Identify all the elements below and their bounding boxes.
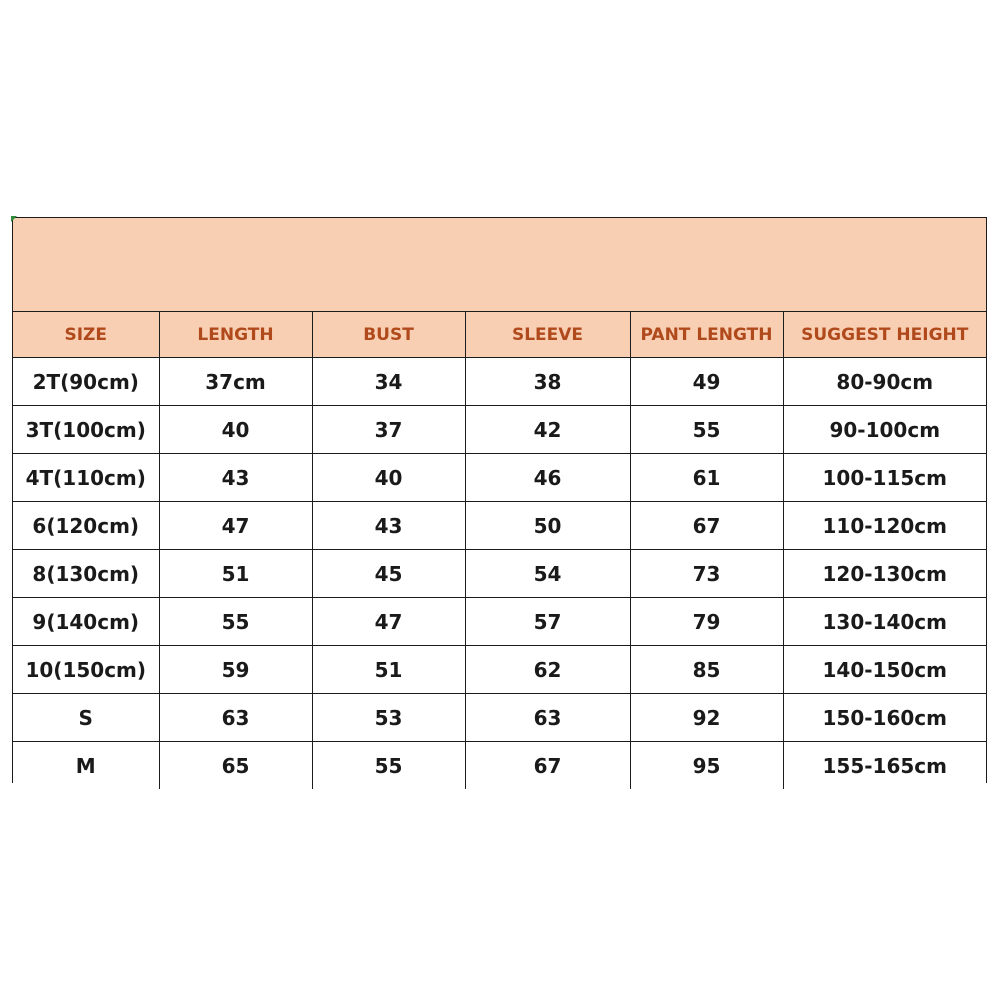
- table-row: [13, 502, 986, 550]
- bust-cell: 55: [312, 742, 465, 790]
- table-row: [13, 454, 986, 502]
- bust-cell: 34: [312, 358, 465, 406]
- bust-cell: 53: [312, 694, 465, 742]
- column-header-size: SIZE: [13, 312, 159, 358]
- size-chart: [12, 217, 987, 783]
- size-table: [13, 312, 986, 789]
- length-cell: 55: [159, 598, 312, 646]
- size-cell: 2T(90cm): [13, 358, 159, 406]
- column-header-length: LENGTH: [159, 312, 312, 358]
- pant-length-cell: 85: [630, 646, 783, 694]
- length-cell: 40: [159, 406, 312, 454]
- size-cell: 10(150cm): [13, 646, 159, 694]
- pant-length-cell: 61: [630, 454, 783, 502]
- pant-length-cell: 95: [630, 742, 783, 790]
- size-cell: M: [13, 742, 159, 790]
- suggest-height-cell: 110-120cm: [783, 502, 986, 550]
- size-cell: 3T(100cm): [13, 406, 159, 454]
- length-cell: 43: [159, 454, 312, 502]
- column-header-sleeve: SLEEVE: [465, 312, 630, 358]
- suggest-height-cell: 140-150cm: [783, 646, 986, 694]
- sleeve-cell: 54: [465, 550, 630, 598]
- suggest-height-cell: 130-140cm: [783, 598, 986, 646]
- length-cell: 59: [159, 646, 312, 694]
- suggest-height-cell: 150-160cm: [783, 694, 986, 742]
- sleeve-cell: 67: [465, 742, 630, 790]
- sleeve-cell: 50: [465, 502, 630, 550]
- sleeve-cell: 62: [465, 646, 630, 694]
- sleeve-cell: 46: [465, 454, 630, 502]
- table-row: [13, 742, 986, 790]
- table-row: [13, 550, 986, 598]
- suggest-height-cell: 120-130cm: [783, 550, 986, 598]
- table-row: [13, 646, 986, 694]
- length-cell: 47: [159, 502, 312, 550]
- table-row: [13, 694, 986, 742]
- header-banner: [13, 218, 986, 312]
- sleeve-cell: 63: [465, 694, 630, 742]
- table-row: [13, 406, 986, 454]
- pant-length-cell: 55: [630, 406, 783, 454]
- column-header-bust: BUST: [312, 312, 465, 358]
- pant-length-cell: 49: [630, 358, 783, 406]
- suggest-height-cell: 155-165cm: [783, 742, 986, 790]
- table-row: [13, 358, 986, 406]
- size-cell: 6(120cm): [13, 502, 159, 550]
- pant-length-cell: 73: [630, 550, 783, 598]
- length-cell: 37cm: [159, 358, 312, 406]
- corner-mark: [11, 216, 17, 222]
- size-cell: 8(130cm): [13, 550, 159, 598]
- bust-cell: 43: [312, 502, 465, 550]
- column-header-pant-length: PANT LENGTH: [630, 312, 783, 358]
- sleeve-cell: 42: [465, 406, 630, 454]
- bust-cell: 45: [312, 550, 465, 598]
- bust-cell: 40: [312, 454, 465, 502]
- sleeve-cell: 57: [465, 598, 630, 646]
- bust-cell: 47: [312, 598, 465, 646]
- size-cell: S: [13, 694, 159, 742]
- suggest-height-cell: 100-115cm: [783, 454, 986, 502]
- suggest-height-cell: 80-90cm: [783, 358, 986, 406]
- pant-length-cell: 79: [630, 598, 783, 646]
- size-cell: 9(140cm): [13, 598, 159, 646]
- column-header-suggest-height: SUGGEST HEIGHT: [783, 312, 986, 358]
- pant-length-cell: 67: [630, 502, 783, 550]
- suggest-height-cell: 90-100cm: [783, 406, 986, 454]
- sleeve-cell: 38: [465, 358, 630, 406]
- header-row: [13, 312, 986, 358]
- length-cell: 63: [159, 694, 312, 742]
- length-cell: 65: [159, 742, 312, 790]
- size-cell: 4T(110cm): [13, 454, 159, 502]
- length-cell: 51: [159, 550, 312, 598]
- table-row: [13, 598, 986, 646]
- bust-cell: 37: [312, 406, 465, 454]
- pant-length-cell: 92: [630, 694, 783, 742]
- bust-cell: 51: [312, 646, 465, 694]
